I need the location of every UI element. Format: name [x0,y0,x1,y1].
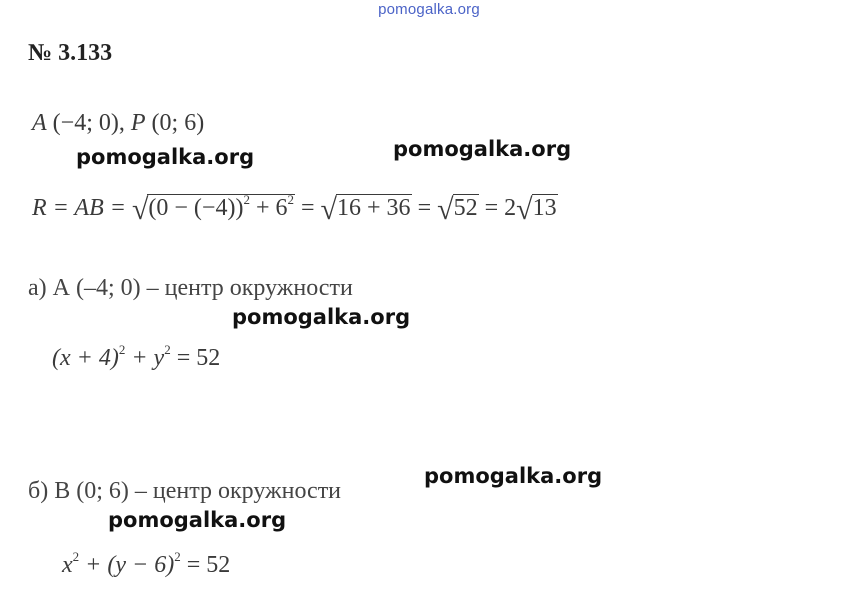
problem-number: № 3.133 [28,40,113,66]
exponent: 2 [287,192,294,207]
exponent: 2 [243,192,250,207]
sqrt-13: √13 [516,193,557,226]
sqrt-52: √52 [437,193,478,226]
exponent: 2 [72,549,80,564]
equals: = [411,195,438,221]
equals: = [295,195,321,221]
eq-b-x: x [62,552,73,578]
point-p-label: P [130,110,146,136]
watermark: pomogalka.org [108,508,287,532]
eq-a-plus: + y [125,345,165,371]
given-points [32,110,204,137]
sqrt-distance: $√(0 - (-4))^2 + 6^2$ [131,192,294,226]
eq-b-rhs: = 52 [180,552,231,578]
radius-formula [32,192,558,226]
exponent: 2 [164,342,171,357]
radius-lhs: R = AB = [32,195,132,221]
point-p-coords: (0; 6) [151,110,205,136]
part-a-title: а) А (–4; 0) – центр окружности [28,275,353,301]
watermark: pomogalka.org [393,137,572,161]
eq-a-lhs: (x + 4) [52,345,119,371]
part-a-equation [52,342,221,372]
radius-inner: (0 − (−4)) [148,195,244,221]
part-b-equation [62,549,231,579]
point-a-label: A [32,110,47,136]
equals-two: = 2 [478,195,517,221]
exponent: 2 [118,342,126,357]
site-header-link[interactable]: pomogalka.org [378,1,480,18]
eq-a-rhs: = 52 [170,345,221,371]
eq-b-mid: + (y − 6) [79,552,175,578]
part-b-title: б) В (0; 6) – центр окружности [28,478,342,504]
exponent: 2 [174,549,181,564]
watermark: pomogalka.org [76,145,255,169]
radius-plus: + 6 [249,195,288,221]
sqrt-sum: √16 + 36 [320,193,411,226]
watermark: pomogalka.org [232,305,411,329]
point-a-coords: (−4; 0), [52,110,125,136]
watermark: pomogalka.org [424,464,603,488]
